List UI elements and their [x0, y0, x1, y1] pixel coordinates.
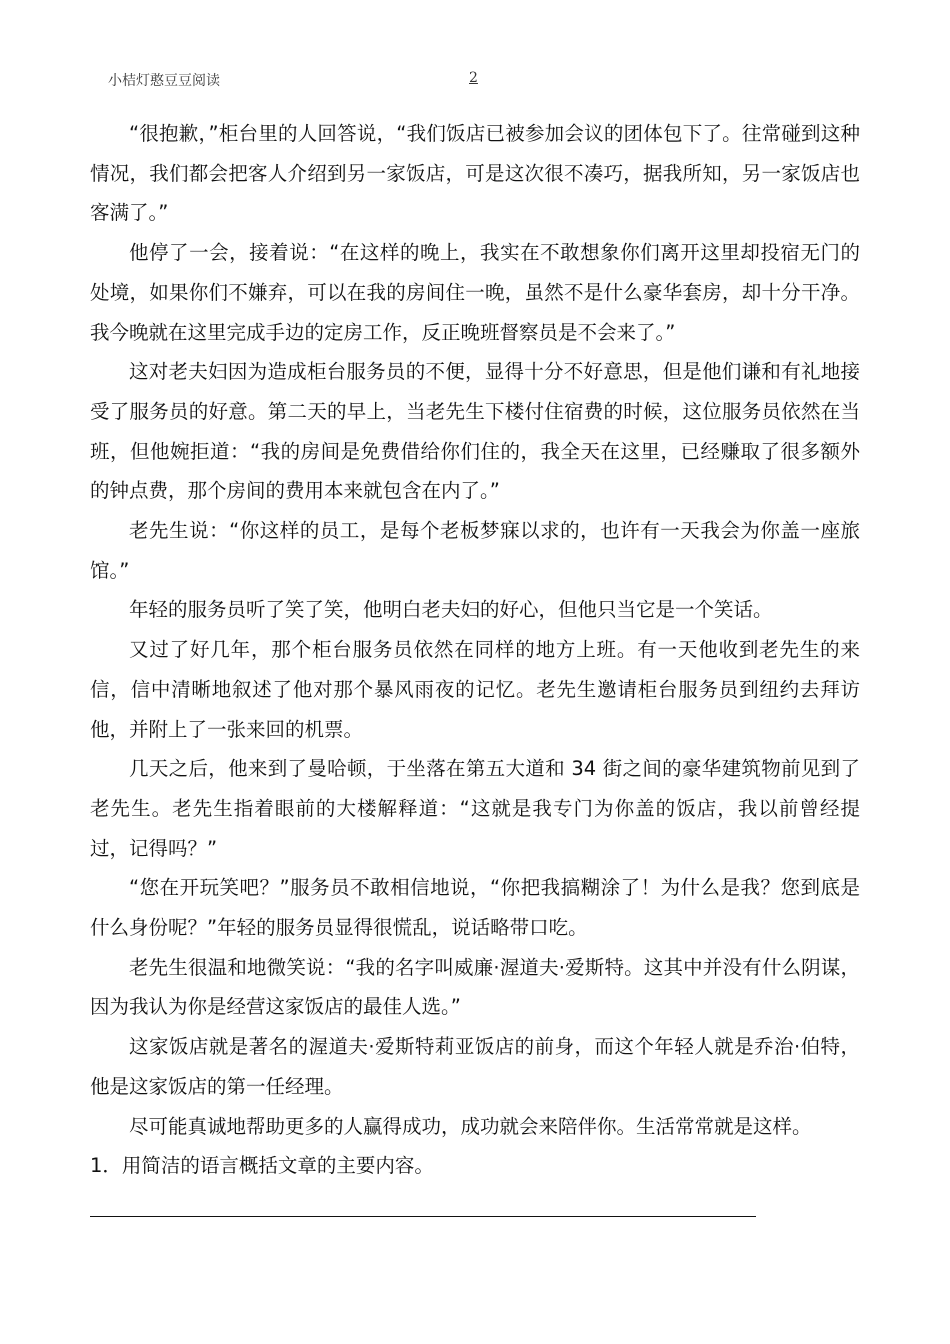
paragraph: 老先生说：“你这样的员工，是每个老板梦寐以求的，也许有一天我会为你盖一座旅馆。” — [90, 519, 860, 582]
question-1: 1．用简洁的语言概括文章的主要内容。 — [90, 1154, 434, 1178]
paragraph: 这对老夫妇因为造成柜台服务员的不便，显得十分不好意思，但是他们谦和有礼地接受了服务员的好意。第二天的早上，当老先生下楼付住宿费的时候，这位服务员依然在当班，但他婉拒道：“我的房间是免费借给你们住的，我全天在这里，已经赚取了很多额外的钟点费，那个房间的费用本来就包含在内了。” — [90, 360, 860, 503]
paragraph: 他停了一会，接着说：“在这样的晚上，我实在不敢想象你们离开这里却投宿无门的处境，如果你们不嫌弃，可以在我的房间住一晚，虽然不是什么豪华套房，却十分干净。我今晚就在这里完成手边的定房工作，反正晚班督察员是不会来了。” — [90, 241, 860, 344]
paragraph: 几天之后，他来到了曼哈顿，于坐落在第五大道和 34 街之间的豪华建筑物前见到了老先生。老先生指着眼前的大楼解释道：“这就是我专门为你盖的饭店，我以前曾经提过，记得吗？” — [90, 757, 860, 860]
answer-line[interactable] — [90, 1216, 756, 1217]
article-body — [90, 114, 860, 1186]
paragraph: 这家饭店就是著名的渥道夫·爱斯特莉亚饭店的前身，而这个年轻人就是乔治·伯特，他是这家饭店的第一任经理。 — [90, 1035, 860, 1098]
header-title: 小桔灯憨豆豆阅读 — [108, 73, 220, 89]
paragraph: “您在开玩笑吧？”服务员不敢相信地说，“你把我搞糊涂了！为什么是我？您到底是什么身份呢？”年轻的服务员显得很慌乱，说话略带口吃。 — [90, 876, 860, 940]
paragraph: “很抱歉，”柜台里的人回答说，“我们饭店已被参加会议的团体包下了。往常碰到这种情况，我们都会把客人介绍到另一家饭店，可是这次很不凑巧，据我所知，另一家饭店也客满了。” — [90, 122, 860, 225]
paragraph: 尽可能真诚地帮助更多的人赢得成功，成功就会来陪伴你。生活常常就是这样。 — [129, 1114, 812, 1138]
paragraph: 又过了好几年，那个柜台服务员依然在同样的地方上班。有一天他收到老先生的来信，信中清晰地叙述了他对那个暴风雨夜的记忆。老先生邀请柜台服务员到纽约去拜访他，并附上了一张来回的机票。 — [90, 638, 860, 741]
page-number: 2 — [469, 70, 478, 86]
paragraph: 年轻的服务员听了笑了笑，他明白老夫妇的好心，但他只当它是一个笑话。 — [129, 598, 773, 622]
paragraph: 老先生很温和地微笑说：“我的名字叫威廉·渥道夫·爱斯特。这其中并没有什么阴谋，因为我认为你是经营这家饭店的最佳人选。” — [90, 955, 860, 1019]
